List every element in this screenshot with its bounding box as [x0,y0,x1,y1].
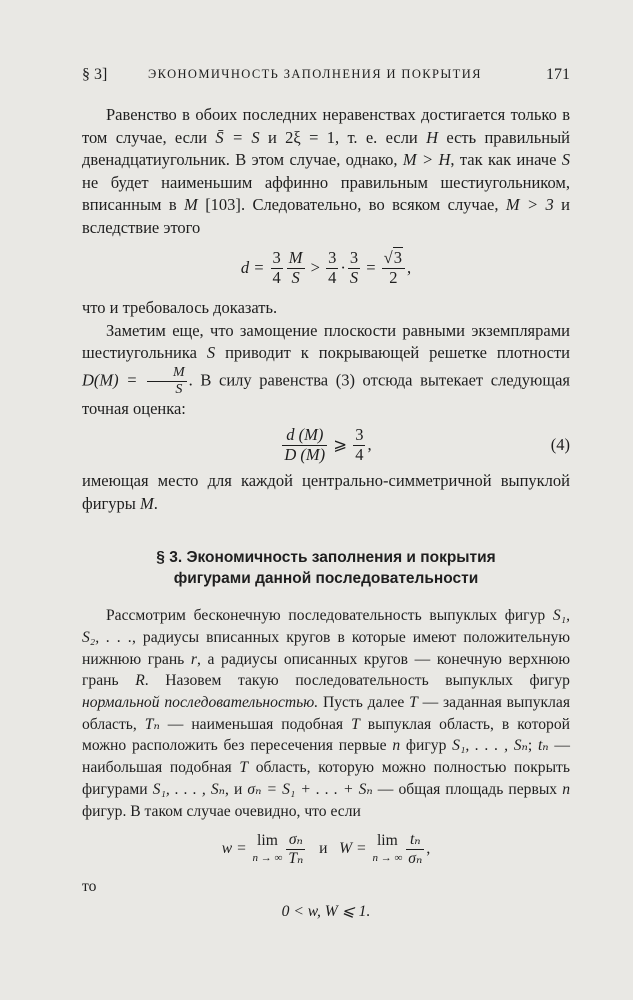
page-number: 171 [546,66,570,83]
section-body [82,605,570,926]
paragraph-tiling-remark: Заметим еще, что замощение плоскости равными экземплярами шестиугольника S приводит к покрывающей решетке плотности D(M) = $\frac{M}{S}$ . В силу равенства (3) отсюда вытекает следующая точная оценка: [82,320,571,418]
formula-limits: w = lim n → ∞ σₙ Tₙ и W = lim n → ∞ tₙ σₙ , [221,830,431,867]
header-title: ЭКОНОМИЧНОСТЬ ЗАПОЛНЕНИЯ И ПОКРЫТИЯ [148,67,482,81]
page-body [82,104,570,926]
paragraph-equality-conditions: Равенство в обоих последних неравенствах достигается только в том случае, если S̄ = S и 2ξ = 1, т. е. если H есть правильный двенадцатиугольник. В этом случае, однако, M > H, так как иначе S не будет наименьшим аффинно правильным шестиугольником, вписанным в M [103]. Следовательно, во всяком случае, M > 3 и вследствие этого [82,105,570,237]
paragraph-normal-sequence: Рассмотрим бесконечную последовательность выпуклых фигур S₁, S₂, . . ., радиусы вписанных кругов в которые имеют положительную нижнюю грань r, а радиусы описанных кругов — конечную верхнюю грань R. Назовем такую последовательность выпуклых фигур нормальной последовательностью. Пусть далее T — заданная выпуклая область, Tₙ — наименьшая подобная T выпуклая область, в которой можно расположить без пересечения первые n фигур S₁, . . . , Sₙ; tₙ — наибольшая подобная T область, которую можно полностью покрыть фигурами S₁, . . . , Sₙ, и σₙ = S₁ + . . . + Sₙ — общая площадь первых n фигур. В таком случае очевидно, что если [82,607,570,820]
equation-number: (4) [550,434,570,454]
section-heading [82,547,570,589]
section-heading-line2: фигурами данной последовательности [173,570,479,588]
emphasized-term: нормальной последовательностью. [82,694,319,711]
section-heading-line1: § 3. Экономичность заполнения и покрытия [156,549,496,567]
paragraph-validity: имеющая место для каждой центрально-симметричной выпуклой фигуры M. [82,471,570,513]
header-section-number: § 3] [82,66,108,83]
word-then: то [82,878,97,896]
formula-equation-4: d (M) D (M) ⩾ 3 4 , (4) [284,424,570,464]
citation-ref: [103] [205,195,241,214]
running-header [82,66,570,88]
formula-inequality: 0 < w, W ⩽ 1. [281,903,371,921]
paragraph-qed: что и требовалось доказать. [82,298,278,317]
formula-density-bound: d = $\frac{3}{4}$ M S > 3 4 · $\frac{3}{S}$ = $\frac{√3}{2}$ , [240,247,412,287]
